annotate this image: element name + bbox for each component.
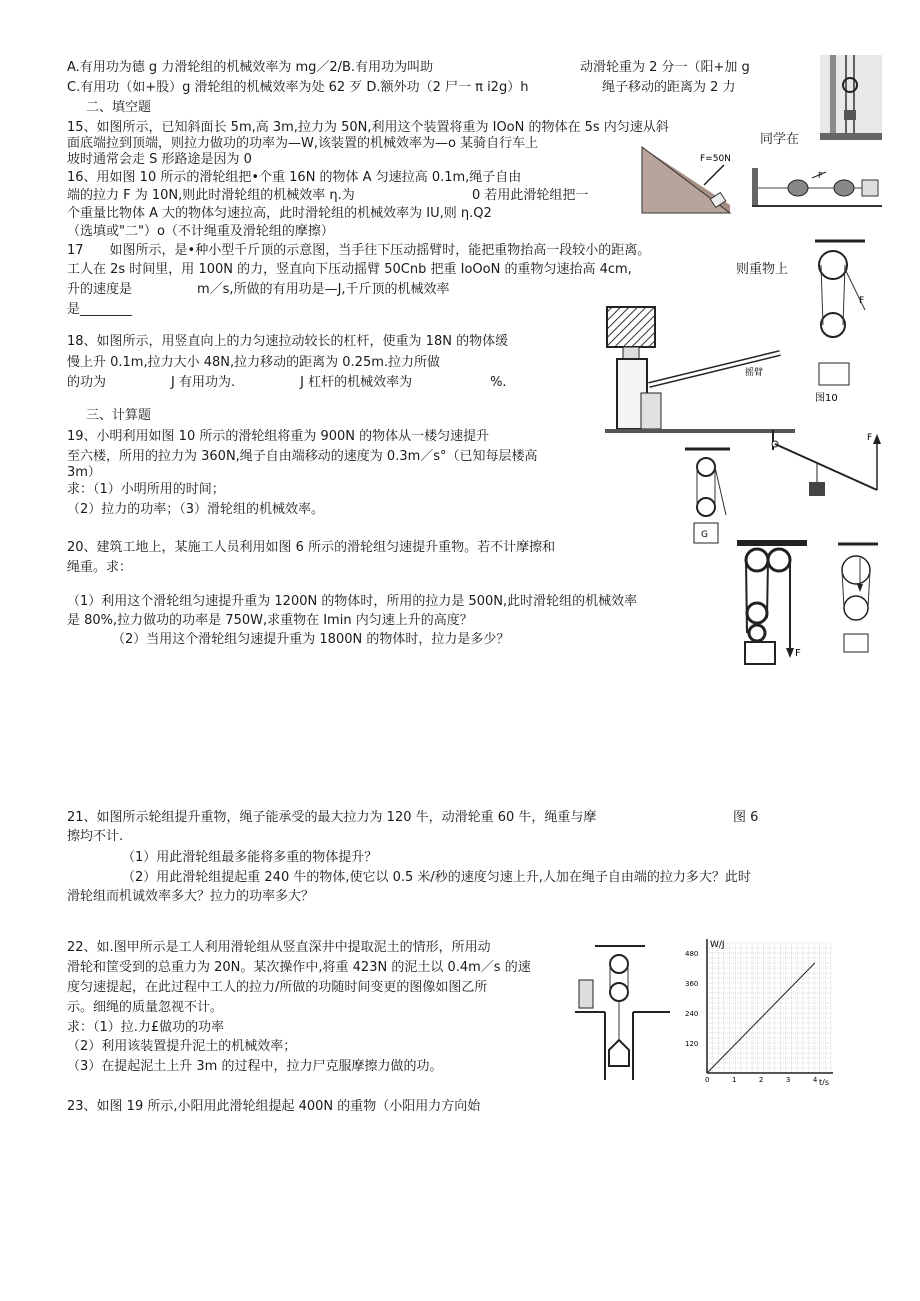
q15-line1: 15、如图所示，已知斜面长 5m,高 3m,拉力为 50N,利用这个装置将重为 IOoN 的物体在 5s 内匀速从斜 — [67, 120, 669, 135]
well-pulley-figure — [575, 940, 670, 1088]
q16-line2: 端的拉力 F 为 10N,则此时滑轮组的机械效率 η.为 — [67, 188, 355, 203]
q20-line1: 20、建筑工地上，某施工人员利用如图 6 所示的滑轮组匀速提升重物。若不计摩擦和 — [67, 540, 556, 555]
q16-line3: 个重量比物体 A 大的物体匀速拉高，此时滑轮组的机械效率为 IU,则 η.Q2 — [67, 206, 492, 221]
graph-y-label: W/J — [710, 940, 725, 950]
q20-line2: 绳重。求： — [67, 560, 133, 575]
horizontal-pulley-force-label: F — [818, 171, 823, 180]
graph-x-label: t/s — [819, 1078, 829, 1085]
fig10-caption: 图10 — [815, 393, 838, 404]
q20-line5: （2）当用这个滑轮组匀速提升重为 1800N 的物体时，拉力是多少？ — [112, 632, 510, 647]
q18-line3: 的功为 J 有用功为. J 杠杆的机械效率为 %. — [67, 375, 507, 390]
q16-line1: 16、用如图 10 所示的滑轮组把•个重 16N 的物体 A 匀速拉高 0.1m,绳子自由 — [67, 170, 522, 185]
option-b-cont: 动滑轮重为 2 分一（阳+加 g — [580, 60, 750, 75]
q19-line2: 至六楼，所用的拉力为 360N,绳子自由端移动的速度为 0.3m／s°（已知每层楼高 — [67, 449, 538, 464]
q21-line1: 21、如图所示轮组提升重物，绳子能承受的最大拉力为 120 牛，动滑轮重 60 牛，绳重与摩 — [67, 810, 597, 825]
fig6-caption: 图 6 — [733, 810, 759, 825]
lever-force-label: F — [867, 433, 873, 443]
q22-line3: 度匀速提起，在此过程中工人的拉力/所做的功随时间变更的图像如图乙所 — [67, 980, 488, 995]
section-calc-heading: 三、计算题 — [86, 408, 152, 423]
fig10-force-label: F — [859, 296, 865, 306]
q15-line2-cont: 同学在 — [760, 132, 800, 147]
q15-line3: 坡时通常会走 S 形路途是因为 0 — [67, 152, 252, 167]
q17-line3: 升的速度是 m／s,所做的有用功是—J,千斤顶的机械效率 — [67, 282, 450, 297]
graph-x-tick: 4 — [812, 1076, 818, 1084]
fig-g-pulley-figure — [680, 445, 740, 550]
q22-line6: （2）利用该装置提升泥土的机械效率； — [67, 1039, 297, 1054]
q18-line2: 慢上升 0.1m,拉力大小 48N,拉力移动的距离为 0.25m.拉力所做 — [67, 355, 441, 370]
q22-line5: 求：（1）拉.力£做功的功率 — [67, 1020, 225, 1035]
graph-y-tick: 240 — [685, 1010, 699, 1018]
q17-line4: 是________ — [67, 302, 133, 317]
graph-x-tick: 0 — [705, 1076, 710, 1084]
q22-line1: 22、如.图甲所示是工人利用滑轮组从竖直深井中提取泥土的情形，所用动 — [67, 940, 491, 955]
q22-line2: 滑轮和筐受到的总重力为 20N。某次操作中,将重 423N 的泥土以 0.4m／s 的速 — [67, 960, 531, 975]
q19-line1: 19、小明利用如图 10 所示的滑轮组将重为 900N 的物体从一楼匀速提升 — [67, 429, 490, 444]
weight-label: G — [701, 530, 708, 540]
graph-x-tick: 1 — [731, 1076, 737, 1084]
jack-arm-label: 摇臂 — [745, 368, 764, 378]
lever-figure — [765, 430, 885, 510]
q17-line1: 17 如图所示，是•种小型千斤顶的示意图，当手往下压动摇臂时，能把重物抬高一段较小的距离。 — [67, 243, 651, 258]
graph-y-tick: 120 — [685, 1040, 699, 1048]
q19-line3: 3m） — [67, 465, 101, 480]
fig6-force-label: F — [795, 648, 801, 659]
graph-y-tick: 360 — [685, 980, 699, 988]
q21-line3: （1）用此滑轮组最多能将多重的物体提升？ — [122, 850, 378, 865]
pulley-photo-figure — [820, 55, 882, 140]
section-fill-blank-heading: 二、填空题 — [86, 100, 152, 115]
q17-line2: 工人在 2s 时间里，用 100N 的力，竖直向下压动摇臂 50Cnb 把重 IoOoN 的重物匀速抬高 4cm, — [67, 262, 632, 277]
q23-line1: 23、如图 19 所示,小阳用此滑轮组提起 400N 的重物（小阳用力方向始 — [67, 1099, 481, 1114]
q18-line1: 18、如图所示，用竖直向上的力匀速拉动较长的杠杆，使重为 18N 的物体缓 — [67, 334, 509, 349]
q19-line4: 求：（1）小明所用的时间； — [67, 482, 225, 497]
q17-line2-cont: 则重物上 — [736, 262, 789, 277]
incline-figure — [640, 145, 732, 215]
q15-line2: 面底端拉到顶端，则拉力做功的功率为—W,该装置的机械效率为—o 某骑自行车上 — [67, 136, 539, 151]
incline-force-label: F=50N — [700, 154, 731, 164]
option-cd-line: C.有用功（如+股）g 滑轮组的机械效率为处 62 歹 D.额外功（2 尸一 π i2g）h — [67, 80, 529, 95]
q16-line2-cont: 0 若用此滑轮组把一 — [472, 188, 589, 203]
q20-line3: （1）利用这个滑轮组匀速提升重为 1200N 的物体时，所用的拉力是 500N,此时滑轮组的机械效率 — [67, 594, 638, 609]
graph-x-tick: 2 — [758, 1076, 764, 1084]
q21-line5: 滑轮组而机诚效率多大？拉力的功率多大？ — [67, 889, 315, 904]
q21-line4: （2）用此滑轮组提起重 240 牛的物体,使它以 0.5 米/秒的速度匀速上升,人加在绳子自由端的拉力多大？此时 — [122, 870, 751, 885]
q22-line7: （3）在提起泥土上升 3m 的过程中，拉力尸克服摩擦力做的功。 — [67, 1059, 443, 1074]
q19-line5: （2）拉力的功率；（3）滑轮组的机械效率。 — [67, 502, 325, 517]
q21-line2: 擦均不计. — [67, 829, 124, 844]
fig10-pulley-figure — [805, 235, 885, 410]
option-d-cont: 绳子移动的距离为 2 力 — [602, 80, 736, 95]
fig6-pulley-figure — [735, 538, 810, 668]
graph-x-tick: 3 — [785, 1076, 791, 1084]
work-time-graph — [683, 935, 838, 1085]
q20-line4: 是 80%,拉力做功的功率是 750W,求重物在 Imin 内匀速上升的高度？ — [67, 613, 473, 628]
right-pulley-figure — [830, 540, 885, 660]
graph-y-tick: 480 — [685, 950, 699, 958]
jack-figure — [605, 305, 795, 435]
option-ab-line: A.有用功为德 g 力滑轮组的机械效率为 mg／2/B.有用功为叫助 — [67, 60, 434, 75]
q16-line4: （选填或"二"）o（不计绳重及滑轮组的摩擦） — [67, 224, 334, 239]
horizontal-pulley-figure — [752, 168, 882, 210]
q22-line4: 示。细绳的质量忽视不计。 — [67, 1000, 224, 1015]
